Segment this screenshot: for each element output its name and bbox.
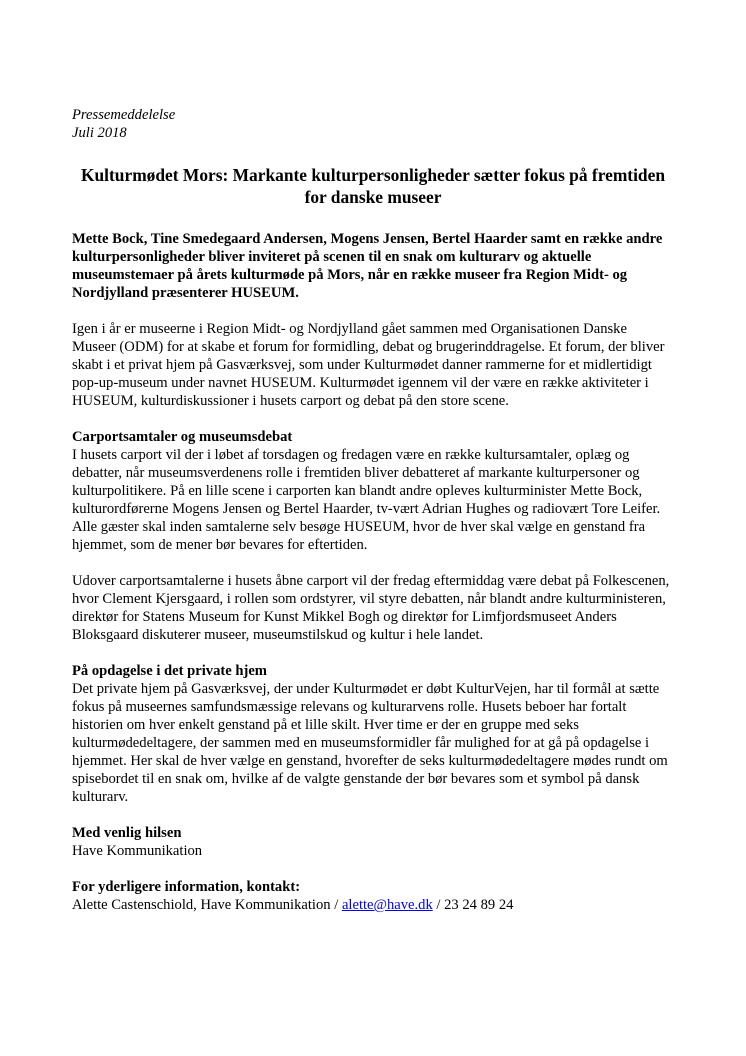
section-body-carport: I husets carport vil der i løbet af torsdagen og fredagen være en række kultursamtaler, oplæg og debatter, når museumsverdenens rolle i fremtiden bliver debatteret af markante kulturpersoner og kulturpolitikere. På en lille scene i carporten kan blandt andre opleves kulturminister Mette Bock, kulturordførerne Mogens Jensen og Bertel Haarder, tv-vært Adrian Hughes og radiovært Tore Leifer. Alle gæster skal inden samtalerne selv besøge HUSEUM, hvor de hver skal vælge en genstand fra hjemmet, som de mener bør bevares for eftertiden. [72,447,661,553]
contact-email-link[interactable]: alette@have.dk [341,897,433,913]
contact-heading: For yderligere information, kontakt: [72,879,301,895]
doc-date: Juli 2018 [72,125,127,141]
contact-name: Alette Castenschiold, Have Kommunikation / [72,897,342,913]
contact-phone: / 23 24 89 24 [432,897,514,913]
section-heading-home: På opdagelse i det private hjem [72,663,267,679]
section-body-home: Det private hjem på Gasværksvej, der under Kulturmødet er døbt KulturVejen, har til formål at sætte fokus på museernes samfundsmæssige relevans og kulturarvens rolle. Husets beboer har fortalt historien om hver enkelt genstand på et lille skilt. Hver time er der en gruppe med seks kulturmødedeltagere, der sammen med en museumsformidler får mulighed for at gå på opdagelse i hjemmet. Her skal de hver vælge en genstand, hvorefter de seks kulturmødedeltagere mødes rundt om spisebordet til en snak om, hvilke af de valgte genstande der bør bevares som et symbol på dansk kulturarv. [72,681,668,805]
section-heading-carport: Carportsamtaler og museumsdebat [72,429,293,445]
intro-paragraph: Igen i år er museerne i Region Midt- og Nordjylland gået sammen med Organisationen Danske Museer (ODM) for at skabe et forum for formidling, debat og brugerinddragelse. Et forum, der bliver skabt i et privat hjem på Gasværksvej, som under Kulturmødet danner rammerne for et midlertidigt pop-up-museum under navnet HUSEUM. Kulturmødet igennem vil der være en række aktiviteter i HUSEUM, kulturdiskussioner i husets carport og debat på den store scene. [72,321,665,409]
page-title: Kulturmødet Mors: Markante kulturpersonligheder sætter fokus på fremtiden for danske museer [80,165,665,207]
contact-line [72,896,674,914]
lead-paragraph: Mette Bock, Tine Smedegaard Andersen, Mogens Jensen, Bertel Haarder samt en række andre kulturpersonligheder bliver inviteret på scenen til en snak om kulturarv og aktuelle museumstemaer på årets kulturmøde på Mors, når en række museer fra Region Midt- og Nordjylland præsenterer HUSEUM. [72,231,663,301]
section-body-debate: Udover carportsamtalerne i husets åbne carport vil der fredag eftermiddag være debat på Folkescenen, hvor Clement Kjersgaard, i rollen som ordstyrer, vil styre debatten, når blandt andre kulturministeren, direktør for Statens Museum for Kunst Mikkel Bogh og direktør for Limfjordsmuseet Anders Bloksgaard diskuterer museer, museumstilskud og kultur i hele landet. [72,573,670,643]
closing-sender: Have Kommunikation [72,843,203,859]
press-release-page [72,106,674,914]
doc-type: Pressemeddelelse [72,107,176,123]
closing-greeting: Med venlig hilsen [72,825,182,841]
